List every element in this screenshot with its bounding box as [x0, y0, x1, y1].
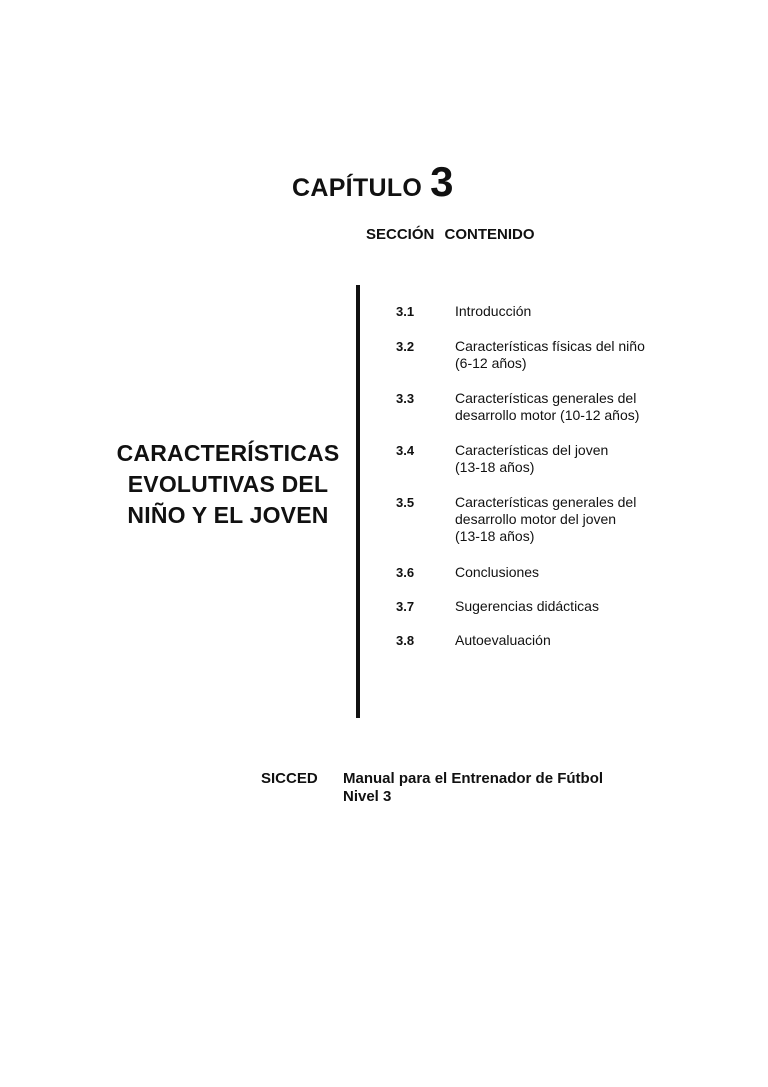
toc-text-line: Autoevaluación: [455, 632, 551, 648]
chapter-word: CAPÍTULO: [292, 174, 423, 202]
toc-text-line: Introducción: [455, 303, 532, 319]
toc-number: 3.7: [396, 599, 415, 614]
chapter-title-line: NIÑO Y EL JOVEN: [127, 502, 329, 528]
toc-text: [455, 303, 675, 320]
footer-manual: [343, 770, 603, 806]
toc-number: 3.8: [396, 633, 415, 648]
chapter-heading: [292, 158, 454, 206]
chapter-title-line: EVOLUTIVAS DEL: [127, 471, 329, 497]
chapter-title-line: CARACTERÍSTICAS: [116, 440, 340, 466]
toc-number: 3.2: [396, 339, 415, 354]
toc-number: 3.6: [396, 565, 415, 580]
toc-text-line: Características generales del: [455, 494, 637, 510]
toc-text-line: (6-12 años): [455, 355, 527, 371]
vertical-divider: [356, 285, 360, 718]
footer-manual-line: Nivel 3: [343, 788, 392, 805]
toc-text: [455, 442, 675, 476]
section-header: [366, 226, 535, 243]
chapter-title: [106, 438, 350, 531]
chapter-number: 3: [430, 158, 454, 205]
toc-text-line: (13-18 años): [455, 459, 535, 475]
toc-text-line: Características del joven: [455, 442, 609, 458]
section-label: SECCIÓN: [366, 226, 435, 243]
toc-text-line: (13-18 años): [455, 528, 535, 544]
footer-manual-line: Manual para el Entrenador de Fútbol: [343, 770, 604, 787]
toc-number: 3.4: [396, 443, 415, 458]
toc-text-line: desarrollo motor del joven: [455, 511, 617, 527]
toc-text-line: Conclusiones: [455, 564, 540, 580]
toc-text-line: Características físicas del niño: [455, 338, 645, 354]
footer-org: SICCED: [261, 770, 318, 787]
toc-text: [455, 598, 675, 615]
toc-text: [455, 564, 675, 581]
toc-text-line: Características generales del: [455, 390, 637, 406]
toc-text: [455, 632, 675, 649]
toc-text-line: Sugerencias didácticas: [455, 598, 599, 614]
toc-number: 3.1: [396, 304, 415, 319]
toc-text: [455, 494, 675, 545]
content-label: CONTENIDO: [444, 226, 535, 243]
toc-text-line: desarrollo motor (10-12 años): [455, 407, 640, 423]
toc-text: [455, 390, 675, 424]
toc-number: 3.5: [396, 495, 415, 510]
toc-text: [455, 338, 675, 372]
toc-number: 3.3: [396, 391, 415, 406]
